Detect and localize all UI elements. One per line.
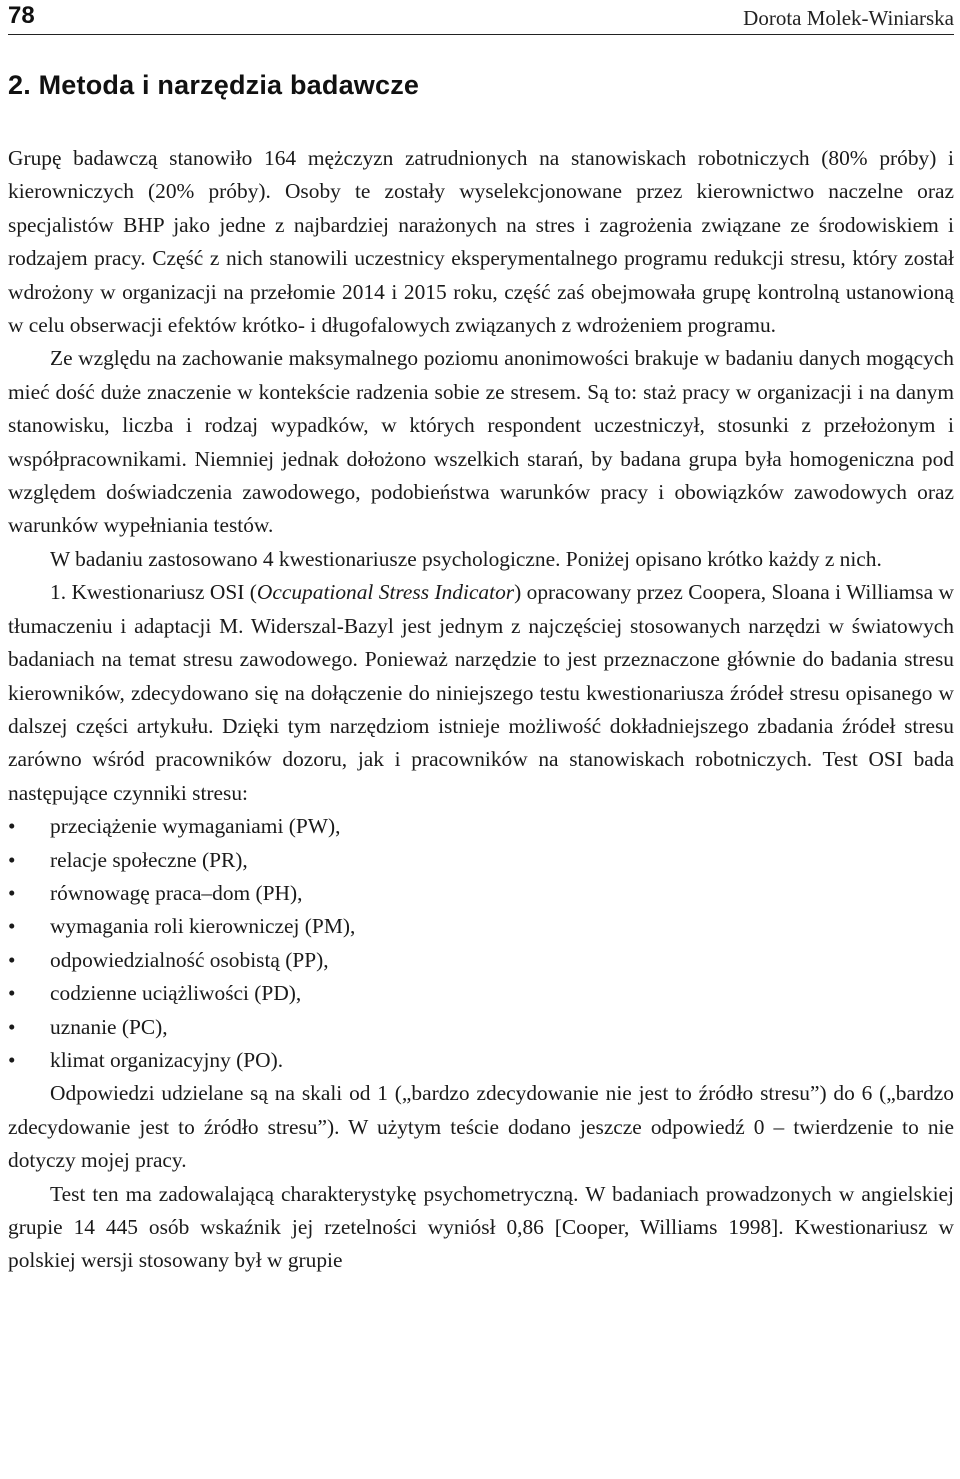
paragraph-questionnaires: W badaniu zastosowano 4 kwestionariusze psychologiczne. Poniżej opisano krótko każdy z nich.: [50, 546, 882, 571]
list-item: [8, 1044, 954, 1077]
section-heading: 2. Metoda i narzędzia badawcze: [8, 70, 420, 100]
bullet-icon: •: [8, 1047, 16, 1072]
paragraph-scale: Odpowiedzi udzielane są na skali od 1 („bardzo zdecydowanie nie jest to źródło stresu”) do 6 („bardzo zdecydowanie jest to źródło stresu”). W użytym teście dodano jeszcze odpowiedź 0 – twierdzenie to nie dotyczy mojej pracy.: [8, 1081, 954, 1173]
bullet-icon: •: [8, 1014, 16, 1039]
body-text: [8, 142, 954, 1278]
list-item-text: uznanie (PC),: [50, 1014, 168, 1039]
list-item-text: codzienne uciążliwości (PD),: [50, 981, 302, 1006]
bullet-icon: •: [8, 880, 16, 905]
bullet-icon: •: [8, 814, 16, 839]
osi-intro: 1. Kwestionariusz OSI (: [50, 580, 257, 605]
paragraph-psychometrics: Test ten ma zadowalającą charakterystykę psychometryczną. W badaniach prowadzonych w angielskiej grupie 14 445 osób wskaźnik jej rzetelności wyniósł 0,86 [Cooper, Williams 1998]. Kwestionariusz w polskiej wersji stosowany był w grupie: [8, 1181, 954, 1273]
bullet-icon: •: [8, 847, 16, 872]
paragraph-anonymity: Ze względu na zachowanie maksymalnego poziomu anonimowości brakuje w badaniu danych mogących mieć dość duże znaczenie w kontekście radzenia sobie ze stresem. Są to: staż pracy w organizacji i na danym stanowisku, liczba i rodzaj wypadków, w których respondent uczestniczył, stosunki z przełożonym i współpracownikami. Niemniej jednak dołożono wszelkich starań, by badana grupa była homogeniczna pod względem doświadczenia zawodowego, podobieństwa warunków pracy i obowiązków zawodowych oraz warunków wypełniania testów.: [8, 346, 954, 538]
list-item: [8, 977, 954, 1010]
list-item-text: przeciążenie wymaganiami (PW),: [50, 814, 341, 839]
list-item: [8, 910, 954, 943]
list-item-text: równowagę praca–dom (PH),: [50, 880, 303, 905]
page-header: [8, 0, 954, 35]
list-item-text: wymagania roli kierowniczej (PM),: [50, 914, 356, 939]
paragraph-osi: [8, 576, 954, 810]
list-item: [8, 877, 954, 910]
bullet-icon: •: [8, 981, 16, 1006]
list-item: [8, 810, 954, 843]
running-head-author: Dorota Molek-Winiarska: [743, 6, 954, 30]
paragraph-sample: Grupę badawczą stanowiło 164 mężczyzn zatrudnionych na stanowiskach robotniczych (80% próby) i kierowniczych (20% próby). Osoby te zostały wyselekcjonowane przez kierownictwo naczelne oraz specjalistów BHP jako jedne z najbardziej narażonych na stres i zagrożenia związane ze środowiskiem i rodzajem pracy. Część z nich stanowili uczestnicy eksperymentalnego programu redukcji stresu, który został wdrożony w organizacji na przełomie 2014 i 2015 roku, część zaś obejmowała grupę kontrolną ustanowioną w celu obserwacji efektów krótko- i długofalowych związanych z wdrożeniem programu.: [8, 146, 954, 338]
bullet-icon: •: [8, 914, 16, 939]
list-item: [8, 944, 954, 977]
page-number: 78: [8, 2, 35, 29]
osi-description: ) opracowany przez Coopera, Sloana i Williamsa w tłumaczeniu i adaptacji M. Widerszal-Bazyl jest jednym z najczęściej stosowanych narzędzi w światowych badaniach na temat stresu zawodowego. Ponieważ narzędzie to jest przeznaczone głównie do badania stresu kierowników, zdecydowano się na dołączenie do niniejszego testu kwestionariusza źródeł stresu opisanego w dalszej części artykułu. Dzięki tym narzędziom istnieje możliwość dokładniejszego zbadania źródeł stresu zarówno wśród pracowników dozoru, jak i pracowników na stanowiskach robotniczych. Test OSI bada następujące czynniki stresu:: [8, 580, 954, 805]
list-item-text: klimat organizacyjny (PO).: [50, 1047, 284, 1072]
osi-full-name: Occupational Stress Indicator: [256, 580, 515, 605]
list-item-text: relacje społeczne (PR),: [50, 847, 248, 872]
stress-factors-list: [8, 810, 954, 1077]
bullet-icon: •: [8, 947, 16, 972]
list-item: [8, 1011, 954, 1044]
list-item: [8, 844, 954, 877]
list-item-text: odpowiedzialność osobistą (PP),: [50, 947, 329, 972]
